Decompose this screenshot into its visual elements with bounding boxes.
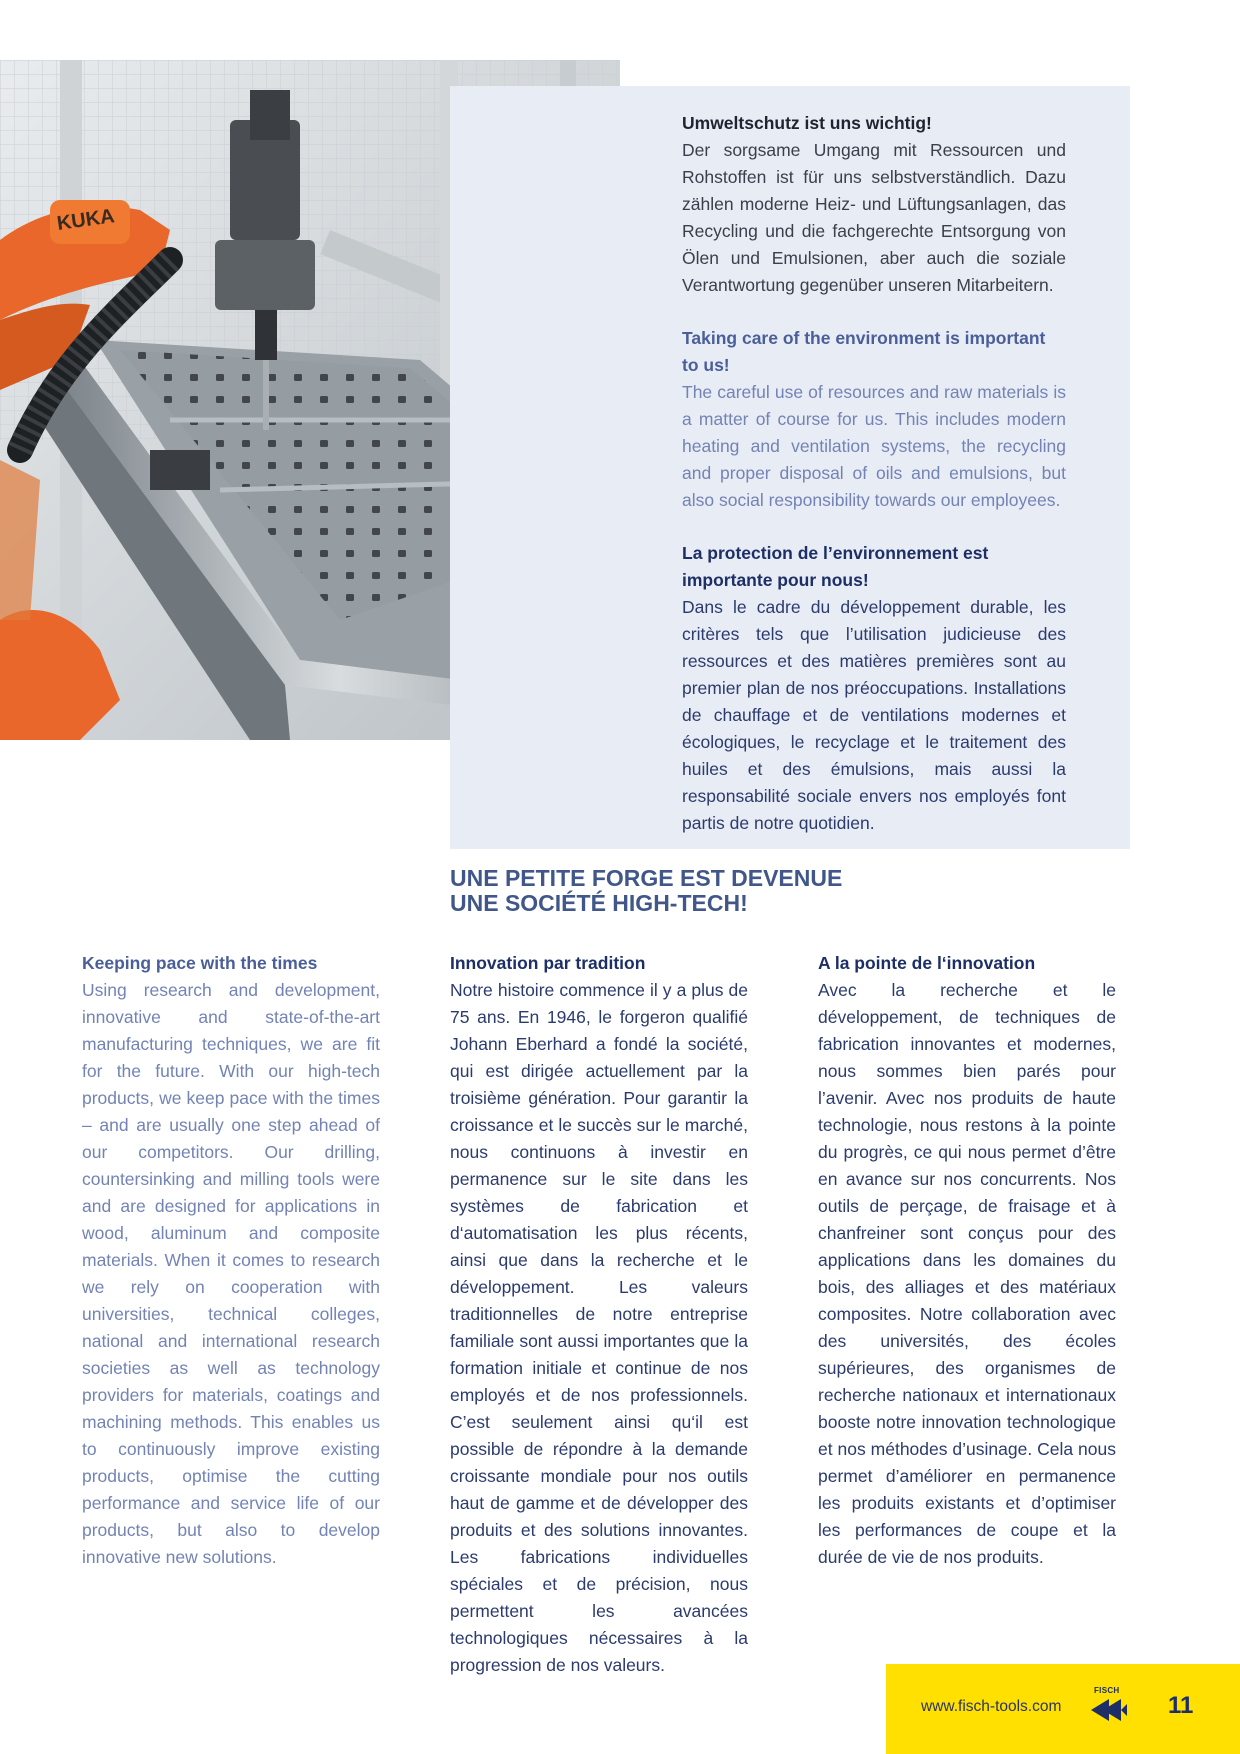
column-french-tradition xyxy=(450,950,748,1679)
panel-section-german xyxy=(682,110,1066,299)
panel-title-german: Umweltschutz ist uns wichtig! xyxy=(682,113,932,133)
column-english xyxy=(82,950,380,1571)
fisch-logo xyxy=(1091,1686,1131,1726)
panel-body-french: Dans le cadre du développement durable, les critères tels que l’utilisation judicieuse des ressources et des matières premières sont au premier plan de nos préoccupations. Installations de chauffage et de ventilations modernes et écologiques, le recyclage et le traitement des huiles et des émulsions, mais aussi la responsabilité sociale envers nos employés font partis de notre quotidien. xyxy=(682,597,1066,833)
panel-title-english: Taking care of the environment is important to us! xyxy=(682,328,1046,375)
column-body-french-tradition: Notre histoire commence il y a plus de 75 ans. En 1946, le forgeron qualifié Johann Eberhard a fondé la société, qui est dirigée actuellement par la troisième génération. Pour garantir la croissance et le succès sur le marché, nous continuons à investir en permanence sur le site dans les systèmes de fabrication et d‘automatisation les plus récents, ainsi que dans la recherche et le développement. Les valeurs traditionnelles de notre entreprise familiale sont aussi importantes que la formation initiale et continue de nos employés et de nos professionnels. C’est seulement ainsi qu‘il est possible de répondre à la demande croissante mondiale pour nos outils haut de gamme et de développer des produits et des solutions innovantes. Les fabrications individuelles spéciales et de précision, nous permettent les avancées technologiques nécessaires à la progression de nos valeurs. xyxy=(450,980,748,1675)
panel-title-french: La protection de l’environnement est importante pour nous! xyxy=(682,543,989,590)
info-panel xyxy=(682,110,1066,863)
panel-body-german: Der sorgsame Umgang mit Ressourcen und Rohstoffen ist für uns selbstverständlich. Dazu zählen moderne Heiz- und Lüftungsanlagen, das Recycling und die fachgerechte Entsorgung von Ölen und Emulsionen, aber auch die soziale Verantwortung gegenüber unseren Mitarbeitern. xyxy=(682,140,1066,295)
section-heading-line-1: UNE PETITE FORGE EST DEVENUE xyxy=(450,865,843,891)
section-heading-line-2: UNE SOCIÉTÉ HIGH-TECH! xyxy=(450,890,748,916)
website-link[interactable]: www.fisch-tools.com xyxy=(921,1698,1062,1715)
column-body-english: Using research and development, innovative and state-of-the-art manufacturing techniques, we are fit for the future. With our high-tech products, we keep pace with the times – and are usually one step ahead of our competitors. Our drilling, countersinking and milling tools were and are designed for applications in wood, aluminum and composite materials. When it comes to research we rely on cooperation with universities, technical colleges, national and international research societies as well as technology providers for materials, coatings and machining methods. This enables us to continuously improve existing products, optimise the cutting performance and service life of our products, but also to develop innovative new solutions. xyxy=(82,980,380,1567)
logo-wordmark: FISCH xyxy=(1094,1686,1120,1695)
column-title-french-innovation: A la pointe de l‘innovation xyxy=(818,953,1036,973)
panel-body-english: The careful use of resources and raw materials is a matter of course for us. This includes modern heating and ventilation systems, the recycling and proper disposal of oils and emulsions, but also social responsibility towards our employees. xyxy=(682,382,1066,510)
fish-logo-icon xyxy=(1091,1699,1127,1721)
column-french-innovation xyxy=(818,950,1116,1571)
page-number: 11 xyxy=(1168,1692,1194,1719)
svg-text:KUKA: KUKA xyxy=(55,205,116,235)
section-heading xyxy=(450,866,950,916)
panel-section-french xyxy=(682,540,1066,837)
column-title-french-tradition: Innovation par tradition xyxy=(450,953,646,973)
column-title-english: Keeping pace with the times xyxy=(82,953,318,973)
panel-section-english xyxy=(682,325,1066,514)
column-body-french-innovation: Avec la recherche et le développement, de techniques de fabrication innovantes et modernes, nous sommes bien parés pour l’avenir. Avec nos produits de haute technologie, nous restons à la pointe du progrès, ce qui nous permet d’être en avance sur nos concurrents. Nos outils de perçage, de fraisage et à chanfreiner sont conçus pour des applications dans les domaines du bois, des alliages et des matériaux composites. Notre collaboration avec des universités, des écoles supérieures, des organismes de recherche nationaux et internationaux booste notre innovation technologique et nos méthodes d’usinage. Cela nous permet d’améliorer en permanence les produits existants et d’optimiser les performances de coupe et la durée de vie de nos produits. xyxy=(818,980,1116,1567)
footer-bar xyxy=(886,1664,1240,1754)
